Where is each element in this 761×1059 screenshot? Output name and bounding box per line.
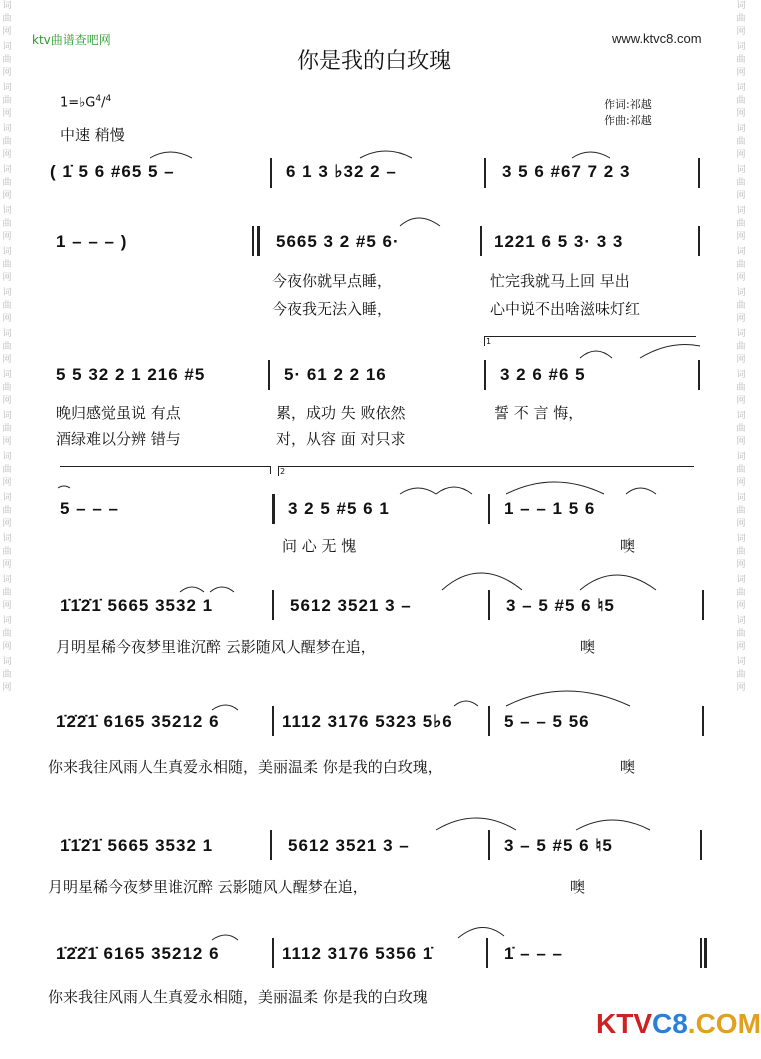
lyricist-credit: 作词:祁越 xyxy=(604,98,652,111)
row4-measure1: 5 – – – xyxy=(60,499,119,518)
slur-arc xyxy=(640,345,700,359)
row3-measure1: 5 5 32 2 1 216 #5 xyxy=(56,365,206,384)
edge-watermark-text: 词 曲 网 xyxy=(736,165,746,201)
edge-watermark-text: 词 曲 网 xyxy=(2,1,12,37)
slur-arc xyxy=(400,488,436,494)
row3-measure3: 3 2 6 #6 5 xyxy=(500,365,586,384)
row6-measure3: 5 – – 5 56 xyxy=(504,712,590,731)
composer-credit: 作曲:祁越 xyxy=(604,114,652,127)
edge-watermark-text: 词 曲 网 xyxy=(2,616,12,652)
slur-arc xyxy=(212,705,238,710)
row5-measure2: 5612 3521 3 – xyxy=(290,596,412,615)
lyric-line: 月明星稀今夜梦里谁沉醉 云影随风人醒梦在追， xyxy=(56,638,376,656)
lyric-verse1: 今夜你就早点睡， xyxy=(272,272,393,290)
lyric-verse2: 心中说不出啥滋味灯红 xyxy=(490,300,641,318)
row5-measure1: 1̇1̇2̇1̇ 5665 3532 1 xyxy=(60,596,214,615)
row3-measure2: 5· 61 2 2 16 xyxy=(284,365,387,384)
edge-watermark-text: 词 曲 网 xyxy=(2,124,12,160)
slur-arc xyxy=(210,587,234,592)
row8-measure2: 1112 3176 5356 1̇ xyxy=(282,944,434,963)
edge-watermark-text: 词 曲 网 xyxy=(736,247,746,283)
edge-watermark-text: 词 曲 网 xyxy=(2,534,12,570)
lyric-verse2: 今夜我无法入睡， xyxy=(272,300,393,318)
edge-watermark-text: 词 曲 网 xyxy=(736,411,746,447)
row1-measure2: 6 1 3 ♭32 2 – xyxy=(286,162,397,181)
slur-arc xyxy=(626,488,656,494)
row4-measure3: 1 – – 1 5 6 xyxy=(504,499,596,518)
edge-watermark-text: 词 曲 网 xyxy=(736,452,746,488)
edge-watermark-text: 词 曲 网 xyxy=(736,534,746,570)
edge-watermark-text: 词 曲 网 xyxy=(736,575,746,611)
lyric-line: 月明星稀今夜梦里谁沉醉 云影随风人醒梦在追， xyxy=(48,878,368,896)
edge-watermark-text: 词 曲 网 xyxy=(736,657,746,693)
lyric-verse1: 累，成功 失 败依然 xyxy=(276,404,406,422)
lyric-line: 噢 xyxy=(580,638,596,656)
row5-measure3: 3 – 5 #5 6 ♮5 xyxy=(506,596,615,615)
slur-arc xyxy=(58,486,70,488)
lyric-line: 噢 xyxy=(570,878,586,896)
slur-arc xyxy=(576,820,650,830)
slur-arc xyxy=(436,487,472,494)
row6-measure1: 1̇2̇2̇1̇ 6165 35212 6 xyxy=(56,712,220,731)
row7-measure1: 1̇1̇2̇1̇ 5665 3532 1 xyxy=(60,836,214,855)
slur-arc xyxy=(150,152,192,158)
slur-arc xyxy=(458,927,504,938)
edge-watermark-text: 词 曲 网 xyxy=(736,370,746,406)
lyric-line: 你来我往风雨人生真爱永相随，美丽温柔 你是我的白玫瑰， xyxy=(48,758,443,776)
slur-arc xyxy=(454,701,478,706)
edge-watermark-text: 词 曲 网 xyxy=(736,329,746,365)
edge-watermark-text: 词 曲 网 xyxy=(736,83,746,119)
key-text: 1=♭G xyxy=(60,95,96,111)
site-url-right[interactable]: www.ktvc8.com xyxy=(612,31,702,46)
volta-number-1: 1 xyxy=(486,337,492,346)
edge-watermark-text: 词 曲 网 xyxy=(736,206,746,242)
slur-arc xyxy=(212,935,238,940)
row7-measure2: 5612 3521 3 – xyxy=(288,836,410,855)
slur-arc xyxy=(400,218,440,226)
edge-watermark-text: 词 曲 网 xyxy=(2,575,12,611)
slur-arc xyxy=(572,152,610,158)
lyric-verse1: 誓 不 言 悔， xyxy=(494,404,584,422)
time-signature-den: 4 xyxy=(105,94,112,104)
row6-measure2: 1112 3176 5323 5♭6 xyxy=(282,712,453,731)
edge-watermark-text: 词 曲 网 xyxy=(2,411,12,447)
row4-measure2: 3 2 5 #5 6 1 xyxy=(288,499,390,518)
edge-watermark-text: 词 曲 网 xyxy=(2,288,12,324)
edge-watermark-text: 词 曲 网 xyxy=(736,493,746,529)
row8-measure3: 1̇ – – – xyxy=(504,944,563,963)
tempo-marking: 中速 稍慢 xyxy=(60,126,125,144)
row1-measure1: ( 1̇ 5 6 #65 5 – xyxy=(50,162,175,181)
lyric-verse1: 晚归感觉虽说 有点 xyxy=(56,404,181,422)
lyric-line: 噢 xyxy=(620,537,636,555)
edge-watermark-text: 词 曲 网 xyxy=(2,83,12,119)
edge-watermark-text: 词 曲 网 xyxy=(2,452,12,488)
site-name-left[interactable]: ktv曲谱查吧网 xyxy=(32,33,111,47)
lyric-line: 你来我往风雨人生真爱永相随，美丽温柔 你是我的白玫瑰 xyxy=(48,988,428,1006)
lyric-verse1: 忙完我就马上回 早出 xyxy=(490,272,630,290)
row2-measure1: 1 – – – ) xyxy=(56,232,128,251)
row8-measure1: 1̇2̇2̇1̇ 6165 35212 6 xyxy=(56,944,220,963)
edge-watermark-text: 词 曲 网 xyxy=(2,370,12,406)
edge-watermark-text: 词 曲 网 xyxy=(2,165,12,201)
slur-arc xyxy=(360,151,412,158)
edge-watermark-text: 词 曲 网 xyxy=(2,493,12,529)
edge-watermark-text: 词 曲 网 xyxy=(2,206,12,242)
edge-watermark-text: 词 曲 网 xyxy=(736,1,746,37)
slur-arc xyxy=(506,482,604,494)
edge-watermark-text: 词 曲 网 xyxy=(2,657,12,693)
logo-part: C8 xyxy=(652,1008,688,1039)
edge-watermark-text: 词 曲 网 xyxy=(736,288,746,324)
slur-arc xyxy=(180,587,204,592)
edge-watermark-text: 词 曲 网 xyxy=(2,247,12,283)
volta-number-2: 2 xyxy=(280,467,286,476)
slur-arc xyxy=(442,573,522,590)
slur-arc xyxy=(580,351,612,358)
ktvc8-logo xyxy=(596,1008,761,1040)
row2-measure2: 5665 3 2 #5 6· xyxy=(276,232,400,251)
lyric-verse2: 对，从容 面 对只求 xyxy=(276,430,406,448)
row2-measure3: 1221 6 5 3· 3 3 xyxy=(494,232,624,251)
row1-measure3: 3 5 6 #67 7 2 3 xyxy=(502,162,631,181)
slur-arc xyxy=(436,818,516,830)
edge-watermark-text: 词 曲 网 xyxy=(2,329,12,365)
song-title: 你是我的白玫瑰 xyxy=(296,49,451,74)
edge-watermark-text: 词 曲 网 xyxy=(736,124,746,160)
logo-part: .COM xyxy=(687,1008,761,1039)
edge-watermark-text: 词 曲 网 xyxy=(736,616,746,652)
lyric-verse2: 酒绿难以分辨 错与 xyxy=(56,430,181,448)
key-signature: $1=♭G^4/^4$ xyxy=(60,94,112,111)
logo-part: KTV xyxy=(596,1008,652,1039)
edge-watermark-text: 词 曲 网 xyxy=(736,42,746,78)
row7-measure3: 3 – 5 #5 6 ♮5 xyxy=(504,836,613,855)
slur-arc xyxy=(580,575,656,590)
lyric-line: 噢 xyxy=(620,758,636,776)
edge-watermark-text: 词 曲 网 xyxy=(2,42,12,78)
lyric-line: 问 心 无 愧 xyxy=(282,537,357,555)
slur-arc xyxy=(506,691,630,706)
time-signature-num: 4 xyxy=(95,94,102,104)
